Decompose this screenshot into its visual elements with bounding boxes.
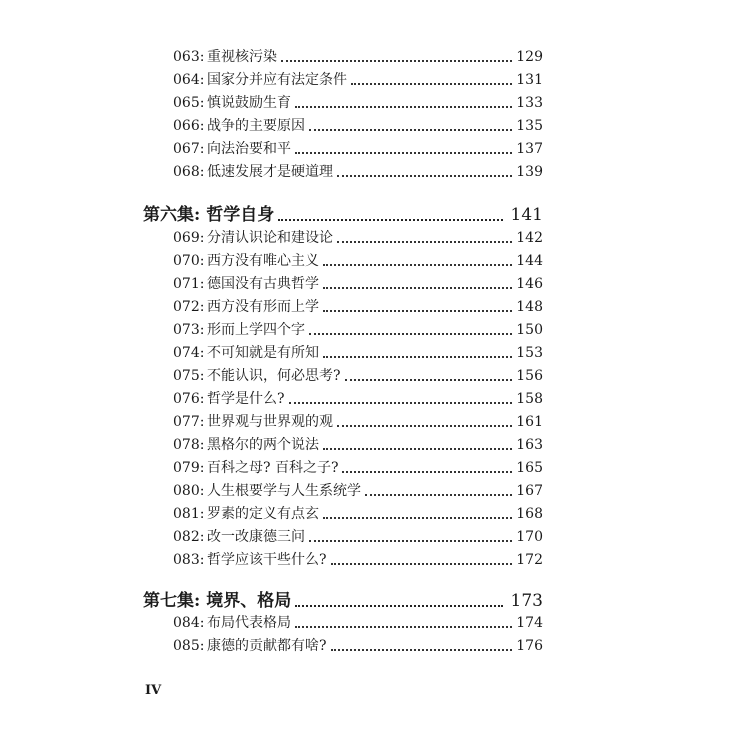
toc-entry — [173, 159, 543, 181]
entry-title: 重视核污染 — [207, 49, 277, 65]
chapter-label: 第七集: — [143, 591, 201, 611]
entry-page: 153 — [516, 345, 543, 361]
entry-number: 082: — [173, 529, 205, 545]
dot-leader — [323, 287, 512, 289]
entry-page: 146 — [516, 276, 543, 292]
toc-entry — [173, 113, 543, 135]
dot-leader — [295, 152, 512, 154]
chapter-title: 境界、格局 — [206, 591, 292, 611]
entry-title: 哲学是什么? — [207, 391, 285, 407]
entry-page: 133 — [516, 95, 543, 111]
dot-leader — [337, 175, 512, 177]
dot-leader — [289, 402, 513, 404]
entry-title: 向法治要和平 — [207, 141, 291, 157]
entry-number: 079: — [173, 460, 205, 476]
entry-title: 罗素的定义有点玄 — [207, 506, 319, 522]
dot-leader — [309, 333, 512, 335]
toc-entry — [173, 225, 543, 247]
dot-leader — [295, 106, 512, 108]
entry-number: 066: — [173, 118, 205, 134]
chapter-heading — [143, 586, 543, 612]
entry-number: 081: — [173, 506, 205, 522]
entry-number: 068: — [173, 164, 205, 180]
entry-number: 074: — [173, 345, 205, 361]
dot-leader — [309, 540, 512, 542]
entry-page: 168 — [516, 506, 543, 522]
toc-entry — [173, 271, 543, 293]
entry-title: 不能认识，何必思考? — [207, 368, 341, 384]
entry-title: 低速发展才是硬道理 — [207, 164, 333, 180]
entry-page: 137 — [516, 141, 543, 157]
toc-entry — [173, 455, 543, 477]
entry-title: 哲学应该干些什么? — [207, 552, 327, 568]
entry-page: 165 — [516, 460, 543, 476]
toc-entry — [173, 386, 543, 408]
entry-title: 人生根要学与人生系统学 — [207, 483, 361, 499]
entry-number: 067: — [173, 141, 205, 157]
entry-number: 063: — [173, 49, 205, 65]
entry-number: 072: — [173, 299, 205, 315]
entry-number: 069: — [173, 230, 205, 246]
toc-entry — [173, 44, 543, 66]
toc-entry — [173, 501, 543, 523]
entry-page: 135 — [516, 118, 543, 134]
dot-leader — [342, 471, 512, 473]
toc-entry — [173, 409, 543, 431]
chapter-label: 第六集: — [143, 205, 201, 225]
entry-number: 064: — [173, 72, 205, 88]
entry-number: 076: — [173, 391, 205, 407]
entry-title: 不可知就是有所知 — [207, 345, 319, 361]
entry-title: 世界观与世界观的观 — [207, 414, 333, 430]
entry-title: 国家分并应有法定条件 — [207, 72, 347, 88]
entry-title: 慎说鼓励生育 — [207, 95, 291, 111]
dot-leader — [323, 310, 512, 312]
toc-entry — [173, 363, 543, 385]
entry-title: 形而上学四个字 — [207, 322, 305, 338]
chapter-page: 141 — [510, 205, 543, 225]
entry-title: 战争的主要原因 — [207, 118, 305, 134]
dot-leader — [345, 379, 513, 381]
dot-leader — [331, 649, 513, 651]
dot-leader — [281, 60, 512, 62]
toc-entry — [173, 524, 543, 546]
entry-number: 077: — [173, 414, 205, 430]
toc-entry — [173, 478, 543, 500]
dot-leader — [295, 626, 512, 628]
entry-page: 148 — [516, 299, 543, 315]
dot-leader — [337, 425, 512, 427]
entry-page: 131 — [516, 72, 543, 88]
entry-page: 163 — [516, 437, 543, 453]
entry-number: 080: — [173, 483, 205, 499]
toc-entry — [173, 136, 543, 158]
entry-title: 布局代表格局 — [207, 615, 291, 631]
toc-entry — [173, 248, 543, 270]
entry-page: 129 — [516, 49, 543, 65]
entry-page: 167 — [516, 483, 543, 499]
entry-page: 158 — [516, 391, 543, 407]
toc-entry — [173, 610, 543, 632]
chapter-title: 哲学自身 — [206, 205, 275, 225]
entry-page: 156 — [516, 368, 543, 384]
entry-page: 144 — [516, 253, 543, 269]
dot-leader — [323, 448, 512, 450]
toc-entry — [173, 633, 543, 655]
chapter-heading — [143, 200, 543, 226]
entry-number: 078: — [173, 437, 205, 453]
entry-page: 174 — [516, 615, 543, 631]
dot-leader — [295, 605, 502, 607]
toc-entry — [173, 294, 543, 316]
page-number: IV — [145, 683, 162, 698]
entry-page: 139 — [516, 164, 543, 180]
entry-title: 黑格尔的两个说法 — [207, 437, 319, 453]
entry-number: 073: — [173, 322, 205, 338]
dot-leader — [365, 494, 512, 496]
dot-leader — [331, 563, 513, 565]
entry-title: 德国没有古典哲学 — [207, 276, 319, 292]
entry-page: 172 — [516, 552, 543, 568]
dot-leader — [323, 517, 512, 519]
dot-leader — [323, 356, 512, 358]
entry-number: 070: — [173, 253, 205, 269]
entry-number: 065: — [173, 95, 205, 111]
entry-number: 084: — [173, 615, 205, 631]
entry-title: 康德的贡献都有啥? — [207, 638, 327, 654]
dot-leader — [323, 264, 512, 266]
dot-leader — [351, 83, 512, 85]
entry-title: 西方没有形而上学 — [207, 299, 319, 315]
toc-entry — [173, 317, 543, 339]
entry-number: 075: — [173, 368, 205, 384]
dot-leader — [278, 219, 502, 221]
entry-page: 176 — [516, 638, 543, 654]
toc-entry — [173, 547, 543, 569]
entry-title: 西方没有唯心主义 — [207, 253, 319, 269]
entry-page: 170 — [516, 529, 543, 545]
entry-page: 150 — [516, 322, 543, 338]
toc-entry — [173, 90, 543, 112]
entry-title: 百科之母? 百科之子? — [207, 460, 339, 476]
entry-page: 142 — [516, 230, 543, 246]
entry-page: 161 — [516, 414, 543, 430]
dot-leader — [309, 129, 512, 131]
dot-leader — [337, 241, 512, 243]
entry-number: 071: — [173, 276, 205, 292]
toc-entry — [173, 340, 543, 362]
entry-number: 085: — [173, 638, 205, 654]
entry-title: 分清认识论和建设论 — [207, 230, 333, 246]
toc-entry — [173, 432, 543, 454]
entry-title: 改一改康德三问 — [207, 529, 305, 545]
toc-entry — [173, 67, 543, 89]
chapter-page: 173 — [510, 591, 543, 611]
entry-number: 083: — [173, 552, 205, 568]
